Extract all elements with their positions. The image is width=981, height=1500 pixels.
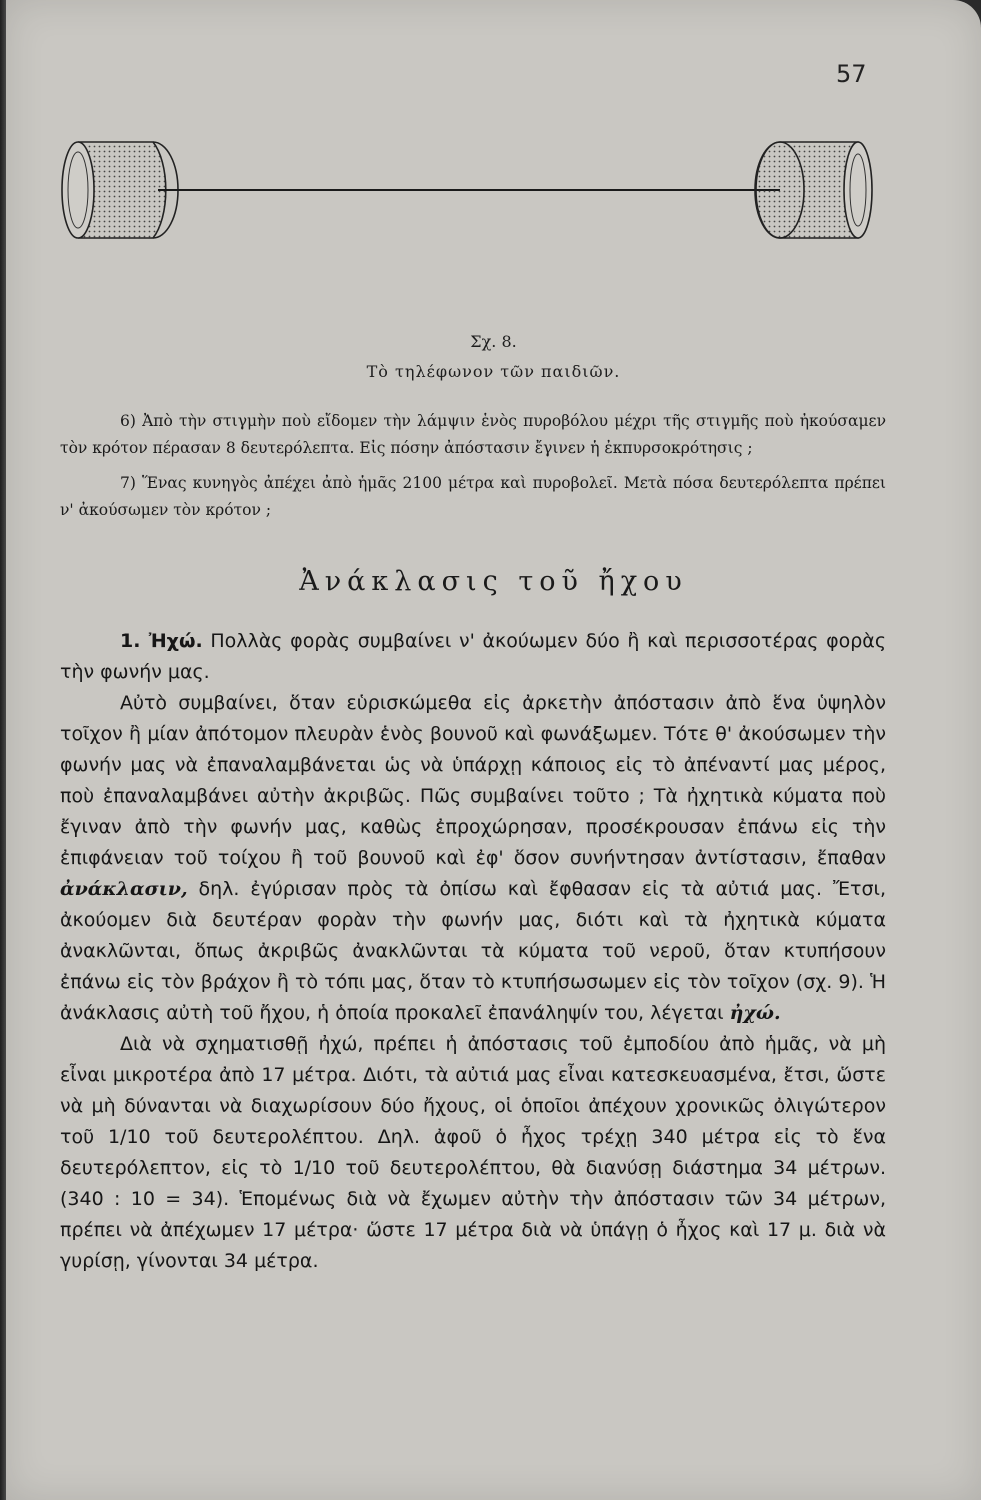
exercise-problems xyxy=(60,408,886,524)
paragraph-echo-intro: 1. Ἠχώ. Πολλὰς φορὰς συμβαίνει ν' ἀκούωμεν δύο ἢ καὶ περισσοτέρας φορὰς τὴν φωνήν μας. xyxy=(60,630,886,683)
main-text xyxy=(60,626,886,1277)
subsection-label: 1. Ἠχώ. xyxy=(120,630,203,652)
term-reflection: ἀνάκλασιν, xyxy=(60,878,188,900)
string-telephone-illustration xyxy=(58,130,878,250)
section-heading: Ἀνάκλασις τοῦ ἤχου xyxy=(299,566,688,597)
book-page xyxy=(6,0,981,1500)
page-number: 57 xyxy=(836,60,867,88)
problem-6: 6) Ἀπὸ τὴν στιγμὴν ποὺ εἴδομεν τὴν λάμψιν ἑνὸς πυροβόλου μέχρι τῆς στιγμῆς ποὺ ἠκούσαμεν τὸν κρότον πέρασαν 8 δευτερόλεπτα. Εἰς πόσην ἀπόστασιν ἔγινεν ἡ ἐκπυρσοκρότησις ; xyxy=(60,412,886,457)
figure-number: Σχ. 8. xyxy=(470,332,517,351)
term-echo: ἠχώ. xyxy=(729,1002,781,1024)
paragraph-reflection: Αὐτὸ συμβαίνει, ὅταν εὑρισκώμεθα εἰς ἀρκετὴν ἀπόστασιν ἀπὸ ἕνα ὑψηλὸν τοῖχον ἢ μίαν ἀπότομον πλευρὰν ἑνὸς βουνοῦ καὶ φωνάξωμεν. Τότε θ' ἀκούσωμεν τὴν φωνήν μας νὰ ἐπαναλαμβάνεται ὡς νὰ ὑπάρχῃ κάποιος εἰς τὸ ἀπέναντί μας μέρος, ποὺ ἐπαναλαμβάνει αὐτὴν ἀκριβῶς. Πῶς συμβαίνει τοῦτο ; Τὰ ἠχητικὰ κύματα ποὺ ἔγιναν ἀπὸ τὴν φωνήν μας, καθὼς ἐπροχώρησαν, προσέκρουσαν ἐπάνω εἰς τὴν ἐπιφάνειαν τοῦ τοίχου ἢ τοῦ βουνοῦ καὶ ἐφ' ὅσον συνήντησαν ἀντίστασιν, ἔπαθαν ἀνάκλασιν, δηλ. ἐγύρισαν πρὸς τὰ ὀπίσω καὶ ἔφθασαν εἰς τὰ αὐτιά μας. Ἔτσι, ἀκούομεν διὰ δευτέραν φορὰν τὴν φωνήν μας, διότι καὶ τὰ ἠχητικὰ κύματα ἀνακλῶνται, ὅπως ἀκριβῶς ἀνακλῶνται τὰ κύματα τοῦ νεροῦ, ὅταν κτυπήσουν ἐπάνω εἰς τὸν βράχον ἢ τὸ τόπι μας, ὅταν τὸ κτυπήσωσωμεν εἰς τὸν τοῖχον (σχ. 9). Ἡ ἀνάκλασις αὐτὴ τοῦ ἤχου, ἡ ὁποία προκαλεῖ ἐπανάληψίν του, λέγεται ἠχώ. xyxy=(60,692,886,1024)
right-tin-can xyxy=(755,142,872,238)
problem-7: 7) Ἕνας κυνηγὸς ἀπέχει ἀπὸ ἡμᾶς 2100 μέτρα καὶ πυροβολεῖ. Μετὰ πόσα δευτερόλεπτα πρέπει ν' ἀκούσωμεν τὸν κρότον ; xyxy=(60,474,886,519)
figure-caption: Τὸ τηλέφωνον τῶν παιδιῶν. xyxy=(366,362,621,381)
paragraph-distance: Διὰ νὰ σχηματισθῇ ἠχώ, πρέπει ἡ ἀπόστασις τοῦ ἐμποδίου ἀπὸ ἡμᾶς, νὰ μὴ εἶναι μικροτέρα ἀπὸ 17 μέτρα. Διότι, τὰ αὐτιά μας εἶναι κατεσκευασμένα, ἔτσι, ὥστε νὰ μὴ δύνανται νὰ διαχωρίσουν δύο ἤχους, οἱ ὁποῖοι ἀπέχουν χρονικῶς ὀλιγώτερον τοῦ 1/10 τοῦ δευτερολέπτου. Δηλ. ἀφοῦ ὁ ἦχος τρέχῃ 340 μέτρα εἰς τὸ ἕνα δευτερόλεπτον, εἰς τὸ 1/10 τοῦ δευτερολέπτου, θὰ διανύσῃ διάστημα 34 μέτρων. (340 : 10 = 34). Ἑπομένως διὰ νὰ ἔχωμεν αὐτὴν τὴν ἀπόστασιν τῶν 34 μέτρων, πρέπει νὰ ἀπέχωμεν 17 μέτρα· ὥστε 17 μέτρα διὰ νὰ ὑπάγῃ ὁ ἦχος καὶ 17 μ. διὰ νὰ γυρίσῃ, γίνονται 34 μέτρα. xyxy=(60,1033,886,1272)
